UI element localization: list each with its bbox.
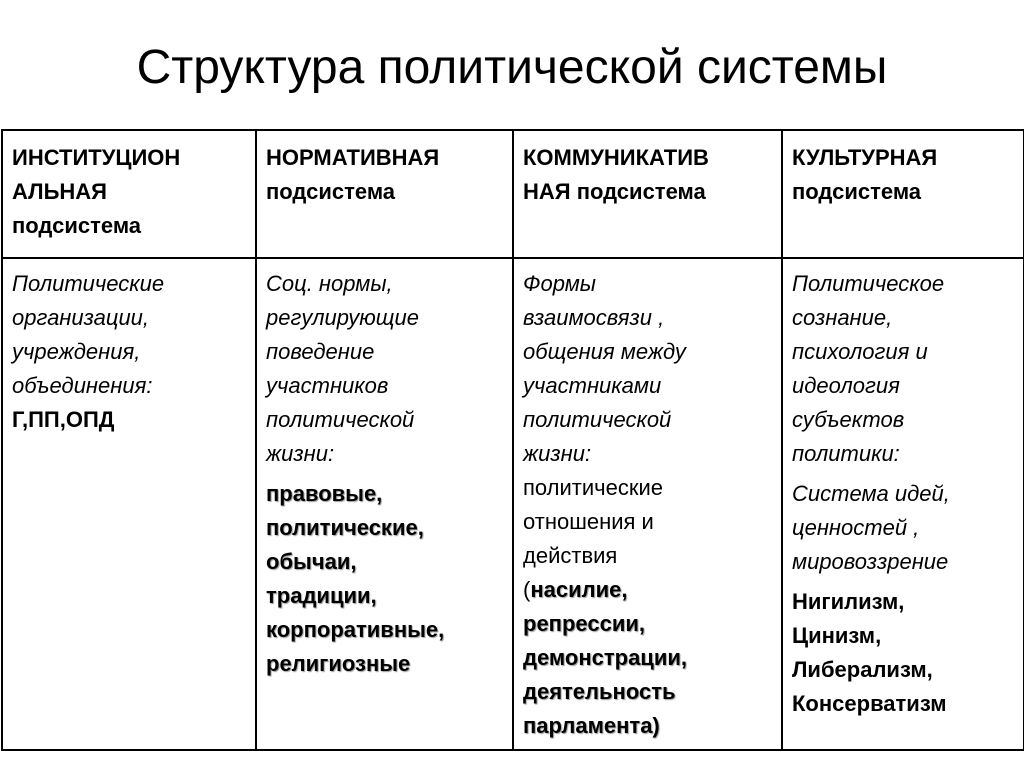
cultural-examples: Нигилизм, Цинизм, Либерализм, Консерватизм [792,589,947,716]
communicative-open-paren: ( [523,577,531,602]
cell-cultural [782,258,1024,750]
table-body-row [2,258,1024,750]
header-communicative-text: КОММУНИКАТИВ НАЯ подсистема [523,145,709,204]
cultural-description: Политическое сознание, психология и идеология субъектов политики: [792,271,945,466]
header-communicative [513,130,782,258]
communicative-examples [523,573,775,743]
communicative-examples-text: насилие, репрессии, демонстрации, деятельность парламента) [523,577,687,738]
table-header-row [2,130,1024,258]
cultural-system: Система идей, ценностей , мировоззрение [792,481,950,574]
cell-normative [256,258,513,750]
institutional-examples: Г,ПП,ОПД [12,407,115,432]
institutional-description: Политические организации, учреждения, объединения: [12,271,165,398]
political-system-table [1,129,1024,751]
header-cultural [782,130,1024,258]
communicative-relations: политические отношения и действия [523,475,664,568]
communicative-description: Формы взаимосвязи , общения между участниками политической жизни: [523,271,686,466]
header-normative [256,130,513,258]
normative-examples: правовые, политические, обычаи, традиции, корпоративные, религиозные [266,481,445,676]
header-institutional-text: ИНСТИТУЦИОН АЛЬНАЯ подсистема [12,145,181,238]
normative-description: Соц. нормы, регулирующие поведение участников политической жизни: [266,271,419,466]
header-normative-text: НОРМАТИВНАЯ подсистема [266,145,440,204]
slide-title: Структура политической системы [136,41,888,94]
cell-communicative [513,258,782,750]
header-cultural-text: КУЛЬТУРНАЯ подсистема [792,145,938,204]
cell-institutional [2,258,256,750]
header-institutional [2,130,256,258]
